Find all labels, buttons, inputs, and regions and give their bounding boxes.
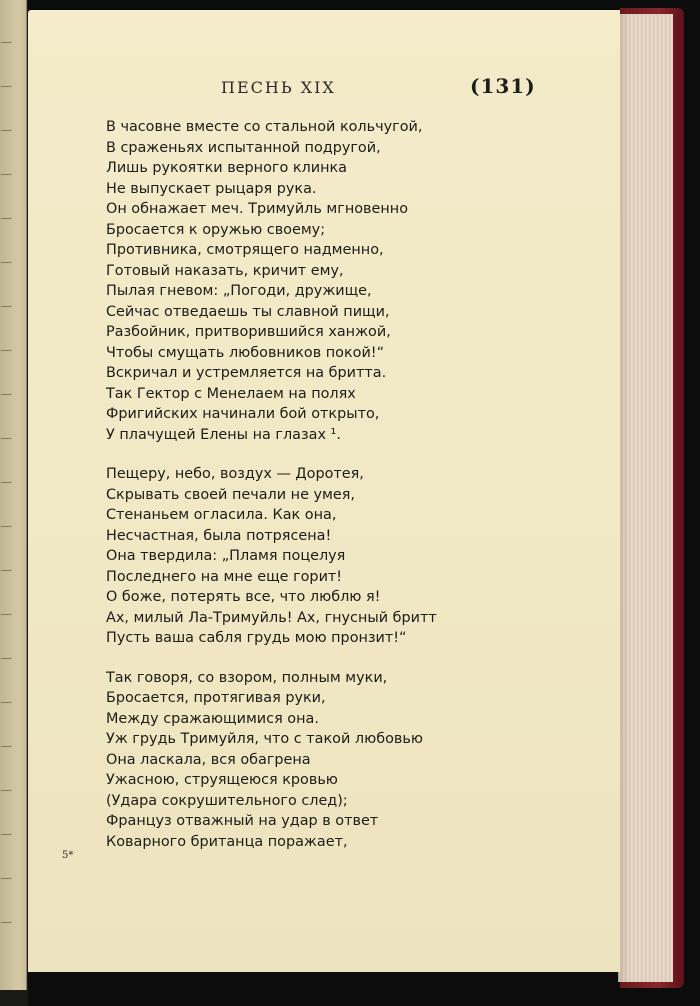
poem-line: Ах, милый Ла-Тримуйль! Ах, гнусный бритт (106, 609, 437, 626)
poem-line: Пылая гневом: „Погоди, дружище, (106, 283, 372, 299)
poem-line: Лишь рукоятки верного клинка (106, 160, 347, 176)
poem-line: У плачущей Елены на глазах ¹. (106, 426, 341, 443)
book-page (28, 10, 620, 972)
poem-line: Уж грудь Тримуйля, что с такой любовью (106, 731, 423, 747)
facing-page-text-fragments: — — — — — — — — — — — — — — — — — — — — — (0, 35, 12, 929)
poem-line: Он обнажает меч. Тримуйль мгновенно (106, 201, 409, 217)
poem-line: Сейчас отведаешь ты славной пищи, (106, 303, 390, 320)
poem-line: Она твердила: „Пламя поцелуя (106, 548, 346, 564)
poem-line: О боже, потерять все, что люблю я! (106, 589, 381, 605)
stanza-1 (106, 117, 546, 445)
running-head (28, 74, 620, 102)
printer-signature-mark: 5* (62, 850, 74, 861)
poem-line: Стенаньем огласила. Как она, (106, 507, 337, 523)
poem-line: Она ласкала, вся обагрена (106, 751, 311, 768)
poem-line: Скрывать своей печали не умея, (106, 486, 355, 503)
poem-line: Пусть ваша сабля грудь мою пронзит!“ (106, 630, 407, 646)
poem-line: Между сражающимися она. (106, 710, 319, 727)
running-title: ПЕСНЬ XIX (221, 78, 336, 97)
poem-line: (Удара сокрушительного след); (106, 792, 348, 809)
poem-line: Бросается, протягивая руки, (106, 690, 326, 706)
poem-line: Француз отважный на удар в ответ (106, 813, 379, 829)
poem-line: Последнего на мне еще горит! (106, 568, 343, 585)
poem-line: Несчастная, была потрясена! (106, 527, 332, 544)
stanza-2 (106, 464, 546, 649)
poem-line: Разбойник, притворившийся ханжой, (106, 324, 391, 340)
poem-line: Чтобы смущать любовников покой!“ (106, 344, 385, 361)
poem-line: Готовый наказать, кричит ему, (106, 262, 344, 279)
poem-line: Пещеру, небо, воздух — Доротея, (106, 466, 364, 482)
poem-line: Так говоря, со взором, полным муки, (106, 669, 388, 686)
page-number: (131) (470, 74, 536, 98)
poem-line: Коварного британца поражает, (106, 833, 348, 850)
poem-line: Вскричал и устремляется на бритта. (106, 365, 387, 381)
poem-line: В часовне вместе со стальной кольчугой, (106, 119, 423, 135)
poem-line: Не выпускает рыцаря рука. (106, 180, 317, 197)
poem-line: Так Гектор с Менелаем на полях (106, 385, 356, 402)
poem-line: Бросается к оружью своему; (106, 221, 326, 238)
poem-line: Противника, смотрящего надменно, (106, 242, 384, 258)
poem-text (106, 117, 546, 852)
poem-line: Фригийских начинали бой открыто, (106, 406, 380, 422)
facing-page-edge (0, 0, 27, 990)
poem-line: В сраженьях испытанной подругой, (106, 139, 381, 156)
poem-line: Ужасною, струящеюся кровью (106, 772, 338, 788)
stanza-3 (106, 668, 546, 853)
